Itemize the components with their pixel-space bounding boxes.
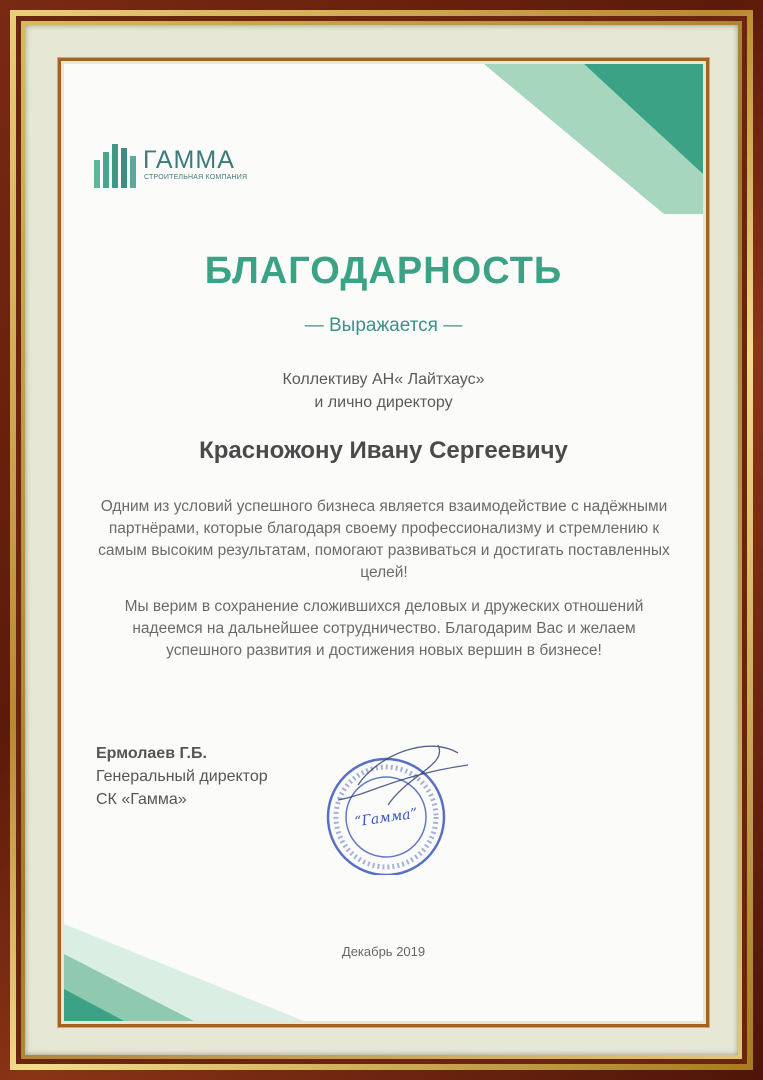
signatory-block: [96, 742, 268, 811]
recipient-name: Красножону Ивану Сергеевичу: [199, 437, 568, 464]
recipient-line-1: Коллективу АН« Лайтхаус»: [282, 371, 485, 388]
signatory-company: СК «Гамма»: [96, 791, 187, 808]
logo-name: ГАММА: [143, 146, 235, 174]
signatory-position: Генеральный директор: [96, 768, 268, 785]
company-stamp: [318, 745, 468, 875]
certificate-title: БЛАГОДАРНОСТЬ: [204, 250, 563, 292]
stamp-text: “Гамма”: [353, 805, 419, 831]
logo-subtitle: СТРОИТЕЛЬНАЯ КОМПАНИЯ: [144, 174, 248, 181]
paragraph-2: Мы верим в сохранение сложившихся деловых и дружеских отношений надеемся на дальнейшее сотрудничество. Благодарим Вас и желаем успешного развития и достижения новых вершин в бизнесе!: [124, 598, 644, 659]
certificate-date: Декабрь 2019: [341, 944, 426, 959]
signatory-name: Ермолаев Г.Б.: [96, 745, 207, 762]
recipient-line-2: и лично директору: [314, 394, 453, 411]
paragraph-1: Одним из условий успешного бизнеса является взаимодействие с надёжными партнёрами, которые благодаря своему профессионализму и стремлению к самым высоким результатам, помогают развиваться и достигать поставленных целей!: [98, 498, 670, 581]
recipient-block: [64, 368, 703, 414]
certificate-subtitle: — Выражается —: [304, 315, 463, 336]
